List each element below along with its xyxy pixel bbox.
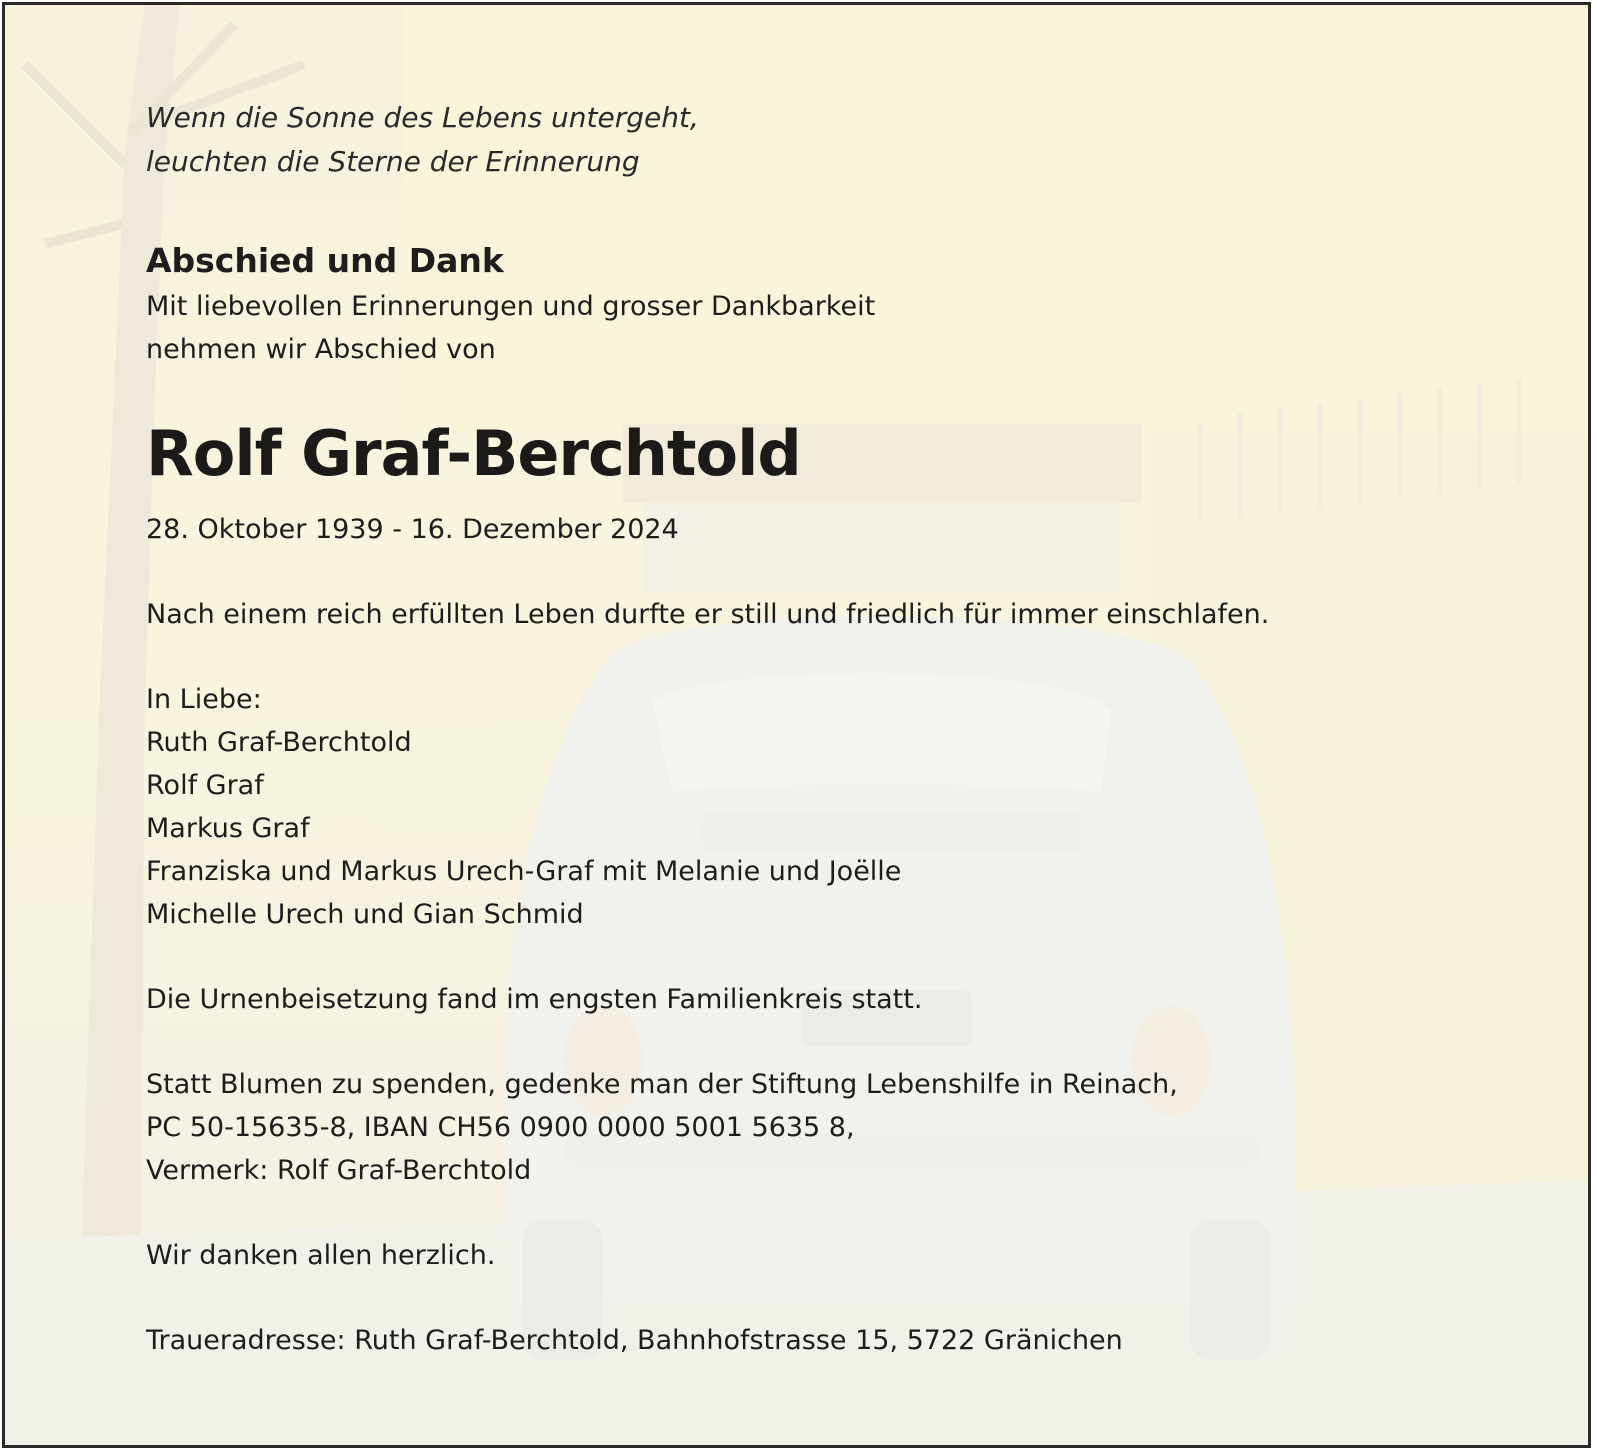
statement: Nach einem reich erfüllten Leben durfte er still und friedlich für immer einschlafen. xyxy=(146,599,1270,630)
motto-line-1: Wenn die Sonne des Lebens untergeht, xyxy=(146,101,699,134)
donation-line-1: Statt Blumen zu spenden, gedenke man der Stiftung Lebenshilfe in Reinach, xyxy=(146,1069,1178,1100)
life-dates: 28. Oktober 1939 - 16. Dezember 2024 xyxy=(146,514,679,545)
deceased-name: Rolf Graf-Berchtold xyxy=(146,417,801,490)
mourner-name: Rolf Graf xyxy=(146,770,264,801)
obituary-notice xyxy=(2,2,1591,1448)
donation-line-2: PC 50-15635-8, IBAN CH56 0900 0000 5001 5635 8, xyxy=(146,1112,855,1143)
motto-line-2: leuchten die Sterne der Erinnerung xyxy=(146,145,640,178)
mourner-name: Michelle Urech und Gian Schmid xyxy=(146,899,584,930)
burial-note: Die Urnenbeisetzung fand im engsten Familienkreis statt. xyxy=(146,984,923,1015)
intro-line-2: nehmen wir Abschied von xyxy=(146,334,496,365)
section-heading: Abschied und Dank xyxy=(146,241,504,280)
donation-line-3: Vermerk: Rolf Graf-Berchtold xyxy=(146,1155,532,1186)
mourner-name: Markus Graf xyxy=(146,813,310,844)
mourners-label: In Liebe: xyxy=(146,684,262,715)
mourner-name: Franziska und Markus Urech-Graf mit Melanie und Joëlle xyxy=(146,856,902,887)
mourning-address: Traueradresse: Ruth Graf-Berchtold, Bahnhofstrasse 15, 5722 Gränichen xyxy=(146,1325,1123,1356)
thanks-note: Wir danken allen herzlich. xyxy=(146,1240,496,1271)
background-photo xyxy=(5,5,1588,1445)
mourner-name: Ruth Graf-Berchtold xyxy=(146,727,412,758)
intro-line-1: Mit liebevollen Erinnerungen und grosser Dankbarkeit xyxy=(146,291,876,322)
